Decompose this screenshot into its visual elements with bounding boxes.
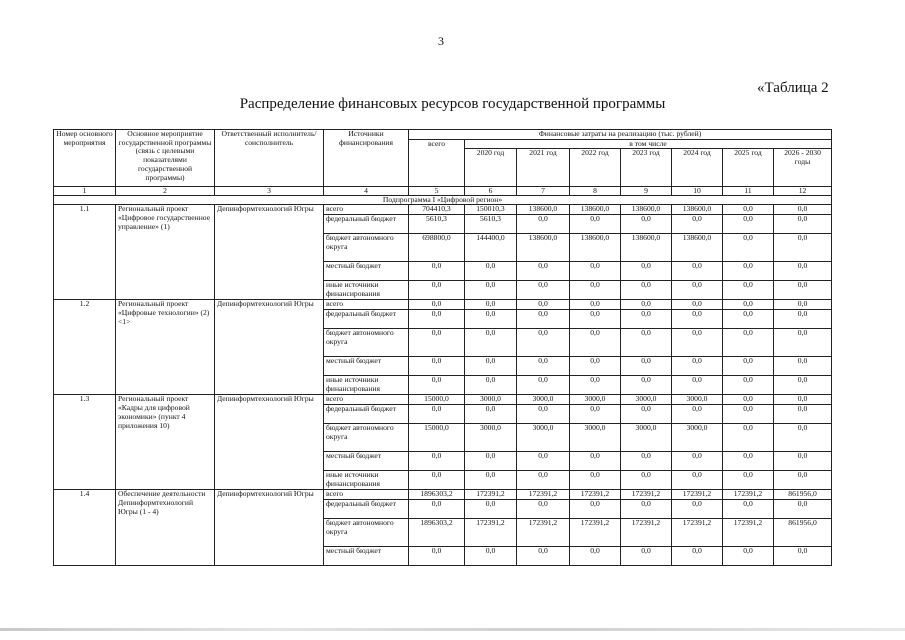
funding-source: местный бюджет [324,262,409,281]
cost-value: 0,0 [517,215,570,234]
event-number: 1.3 [54,395,116,490]
cost-value: 0,0 [465,281,517,300]
cost-value: 0,0 [621,500,672,519]
header-financial-costs: Финансовые затраты на реализацию (тыс. рублей) [409,130,832,140]
cost-value: 0,0 [465,300,517,310]
cost-value: 704410,3 [409,205,465,215]
event-executor: Депинформтехнологий Югры [215,395,324,490]
header-total: всего [409,139,465,187]
cost-value: 0,0 [774,281,832,300]
cost-value: 5610,3 [409,215,465,234]
cost-value: 0,0 [409,357,465,376]
cost-value: 0,0 [621,300,672,310]
cost-value: 3000,0 [517,424,570,452]
cost-value: 0,0 [409,471,465,490]
funding-source: местный бюджет [324,357,409,376]
cost-value: 0,0 [570,329,621,357]
funding-source: всего [324,395,409,405]
cost-value: 0,0 [621,376,672,395]
cost-value: 0,0 [672,500,723,519]
cost-value: 3000,0 [672,395,723,405]
cost-value: 0,0 [774,376,832,395]
cost-value: 0,0 [517,262,570,281]
table-row [54,490,832,500]
cost-value: 861956,0 [774,490,832,500]
cost-value: 172391,2 [465,490,517,500]
funding-source: федеральный бюджет [324,405,409,424]
document-title: Распределение финансовых ресурсов государственной программы [239,96,666,112]
cost-value: 172391,2 [570,519,621,547]
cost-value: 0,0 [774,262,832,281]
cost-value: 0,0 [517,281,570,300]
cost-value: 0,0 [774,452,832,471]
table-row [54,205,832,215]
cost-value: 0,0 [409,300,465,310]
cost-value: 15000,0 [409,424,465,452]
column-number: 9 [621,187,672,196]
financial-resources-table [53,129,832,566]
header-number: Номер основного мероприятия [54,130,116,187]
column-number: 6 [465,187,517,196]
cost-value: 0,0 [723,547,774,566]
funding-source: местный бюджет [324,547,409,566]
cost-value: 0,0 [723,357,774,376]
funding-source: федеральный бюджет [324,310,409,329]
page-number: 3 [438,34,444,48]
cost-value: 1896303,2 [409,490,465,500]
event-executor: Депинформтехнологий Югры [215,490,324,566]
cost-value: 150010,3 [465,205,517,215]
cost-value: 0,0 [517,329,570,357]
header-row-1 [54,130,832,140]
cost-value: 0,0 [465,357,517,376]
cost-value: 138600,0 [570,234,621,262]
cost-value: 0,0 [409,452,465,471]
cost-value: 0,0 [621,281,672,300]
column-number: 12 [774,187,832,196]
header-year: 2024 год [672,149,723,187]
cost-value: 0,0 [672,310,723,329]
funding-source: федеральный бюджет [324,500,409,519]
cost-value: 0,0 [517,310,570,329]
cost-value: 0,0 [723,234,774,262]
funding-source: федеральный бюджет [324,215,409,234]
column-number: 11 [723,187,774,196]
cost-value: 172391,2 [517,519,570,547]
cost-value: 3000,0 [517,395,570,405]
cost-value: 0,0 [570,547,621,566]
cost-value: 0,0 [774,215,832,234]
cost-value: 0,0 [774,329,832,357]
event-number: 1.2 [54,300,116,395]
cost-value: 3000,0 [621,424,672,452]
header-year: 2026 - 2030 годы [774,149,832,187]
cost-value: 0,0 [465,405,517,424]
cost-value: 0,0 [723,329,774,357]
cost-value: 0,0 [570,310,621,329]
cost-value: 0,0 [465,262,517,281]
cost-value: 0,0 [465,500,517,519]
cost-value: 138600,0 [570,205,621,215]
cost-value: 172391,2 [723,490,774,500]
cost-value: 0,0 [672,547,723,566]
cost-value: 0,0 [723,452,774,471]
cost-value: 0,0 [672,300,723,310]
cost-value: 0,0 [621,357,672,376]
cost-value: 138600,0 [672,205,723,215]
cost-value: 0,0 [723,300,774,310]
event-name: Региональный проект «Цифровое государственное управление» (1) [116,205,215,300]
event-executor: Депинформтехнологий Югры [215,300,324,395]
column-number: 7 [517,187,570,196]
cost-value: 3000,0 [570,395,621,405]
cost-value: 3000,0 [570,424,621,452]
cost-value: 1896303,2 [409,519,465,547]
funding-source: всего [324,205,409,215]
cost-value: 0,0 [672,329,723,357]
event-number: 1.1 [54,205,116,300]
cost-value: 0,0 [672,262,723,281]
event-name: Региональный проект «Цифровые технологии» (2) <1> [116,300,215,395]
cost-value: 0,0 [723,281,774,300]
header-year: 2021 год [517,149,570,187]
cost-value: 0,0 [570,452,621,471]
cost-value: 0,0 [774,357,832,376]
cost-value: 0,0 [621,471,672,490]
cost-value: 0,0 [465,547,517,566]
header-source: Источники финансирования [324,130,409,187]
cost-value: 0,0 [517,357,570,376]
cost-value: 0,0 [409,405,465,424]
cost-value: 3000,0 [465,424,517,452]
cost-value: 0,0 [409,376,465,395]
cost-value: 0,0 [774,300,832,310]
cost-value: 0,0 [570,300,621,310]
cost-value: 0,0 [570,500,621,519]
event-executor: Депинформтехнологий Югры [215,205,324,300]
header-including: в том числе [465,139,832,149]
cost-value: 172391,2 [621,519,672,547]
cost-value: 0,0 [672,215,723,234]
table-label: «Таблица 2 [757,80,829,96]
cost-value: 0,0 [672,471,723,490]
cost-value: 138600,0 [672,234,723,262]
cost-value: 0,0 [570,281,621,300]
cost-value: 0,0 [723,215,774,234]
cost-value: 0,0 [723,262,774,281]
cost-value: 0,0 [774,424,832,452]
cost-value: 0,0 [409,281,465,300]
cost-value: 0,0 [723,376,774,395]
cost-value: 0,0 [672,452,723,471]
cost-value: 0,0 [723,424,774,452]
cost-value: 0,0 [774,471,832,490]
cost-value: 138600,0 [621,205,672,215]
cost-value: 0,0 [570,471,621,490]
cost-value: 0,0 [723,310,774,329]
cost-value: 0,0 [621,310,672,329]
header-executor: Ответственный исполнитель/соисполнитель [215,130,324,187]
cost-value: 0,0 [517,471,570,490]
cost-value: 0,0 [570,262,621,281]
cost-value: 0,0 [409,329,465,357]
cost-value: 172391,2 [621,490,672,500]
cost-value: 138600,0 [517,234,570,262]
cost-value: 0,0 [517,547,570,566]
cost-value: 0,0 [723,500,774,519]
cost-value: 0,0 [621,329,672,357]
cost-value: 0,0 [723,205,774,215]
cost-value: 0,0 [621,262,672,281]
cost-value: 15000,0 [409,395,465,405]
cost-value: 0,0 [517,452,570,471]
column-number: 8 [570,187,621,196]
cost-value: 138600,0 [621,234,672,262]
cost-value: 0,0 [621,215,672,234]
cost-value: 0,0 [774,547,832,566]
cost-value: 0,0 [723,405,774,424]
header-year: 2020 год [465,149,517,187]
cost-value: 0,0 [465,452,517,471]
cost-value: 0,0 [621,405,672,424]
cost-value: 0,0 [672,281,723,300]
funding-source: бюджет автономного округа [324,234,409,262]
funding-source: иные источники финансирования [324,471,409,490]
cost-value: 172391,2 [517,490,570,500]
header-year: 2025 год [723,149,774,187]
cost-value: 0,0 [621,547,672,566]
cost-value: 0,0 [672,376,723,395]
header-year: 2022 год [570,149,621,187]
cost-value: 3000,0 [621,395,672,405]
funding-source: бюджет автономного округа [324,519,409,547]
cost-value: 0,0 [774,310,832,329]
cost-value: 172391,2 [723,519,774,547]
scan-edge [0,628,905,631]
column-numbers-row [54,187,832,196]
funding-source: бюджет автономного округа [324,424,409,452]
column-number: 3 [215,187,324,196]
cost-value: 0,0 [774,205,832,215]
column-number: 2 [116,187,215,196]
cost-value: 0,0 [774,234,832,262]
cost-value: 0,0 [774,395,832,405]
cost-value: 3000,0 [672,424,723,452]
event-name: Региональный проект «Кадры для цифровой экономики» (пункт 4 приложения 10) [116,395,215,490]
column-number: 5 [409,187,465,196]
cost-value: 144400,0 [465,234,517,262]
column-number: 10 [672,187,723,196]
cost-value: 0,0 [672,357,723,376]
cost-value: 172391,2 [570,490,621,500]
cost-value: 0,0 [570,405,621,424]
cost-value: 3000,0 [465,395,517,405]
cost-value: 0,0 [774,500,832,519]
cost-value: 0,0 [774,405,832,424]
cost-value: 0,0 [570,215,621,234]
cost-value: 0,0 [409,547,465,566]
cost-value: 0,0 [465,310,517,329]
cost-value: 172391,2 [672,519,723,547]
cost-value: 0,0 [409,310,465,329]
cost-value: 138600,0 [517,205,570,215]
funding-source: всего [324,300,409,310]
cost-value: 0,0 [517,300,570,310]
header-event: Основное мероприятие государственной программы (связь с целевыми показателями государственной программы) [116,130,215,187]
subprogram-title: Подпрограмма I «Цифровой регион» [54,196,832,205]
header-year: 2023 год [621,149,672,187]
table-row [54,395,832,405]
funding-source: местный бюджет [324,452,409,471]
cost-value: 0,0 [621,452,672,471]
cost-value: 172391,2 [672,490,723,500]
cost-value: 0,0 [723,471,774,490]
cost-value: 0,0 [465,471,517,490]
cost-value: 861956,0 [774,519,832,547]
funding-source: иные источники финансирования [324,281,409,300]
event-number: 1.4 [54,490,116,566]
cost-value: 0,0 [517,376,570,395]
cost-value: 0,0 [570,376,621,395]
cost-value: 0,0 [723,395,774,405]
funding-source: иные источники финансирования [324,376,409,395]
cost-value: 0,0 [517,500,570,519]
funding-source: бюджет автономного округа [324,329,409,357]
subprogram-row [54,196,832,205]
cost-value: 0,0 [570,357,621,376]
cost-value: 0,0 [672,405,723,424]
column-number: 4 [324,187,409,196]
table-row [54,300,832,310]
cost-value: 0,0 [409,500,465,519]
cost-value: 0,0 [465,329,517,357]
funding-source: всего [324,490,409,500]
cost-value: 0,0 [409,262,465,281]
cost-value: 0,0 [465,376,517,395]
cost-value: 5610,3 [465,215,517,234]
cost-value: 698800,0 [409,234,465,262]
cost-value: 0,0 [517,405,570,424]
column-number: 1 [54,187,116,196]
event-name: Обеспечение деятельности Депинформтехнологий Югры (1 - 4) [116,490,215,566]
cost-value: 172391,2 [465,519,517,547]
